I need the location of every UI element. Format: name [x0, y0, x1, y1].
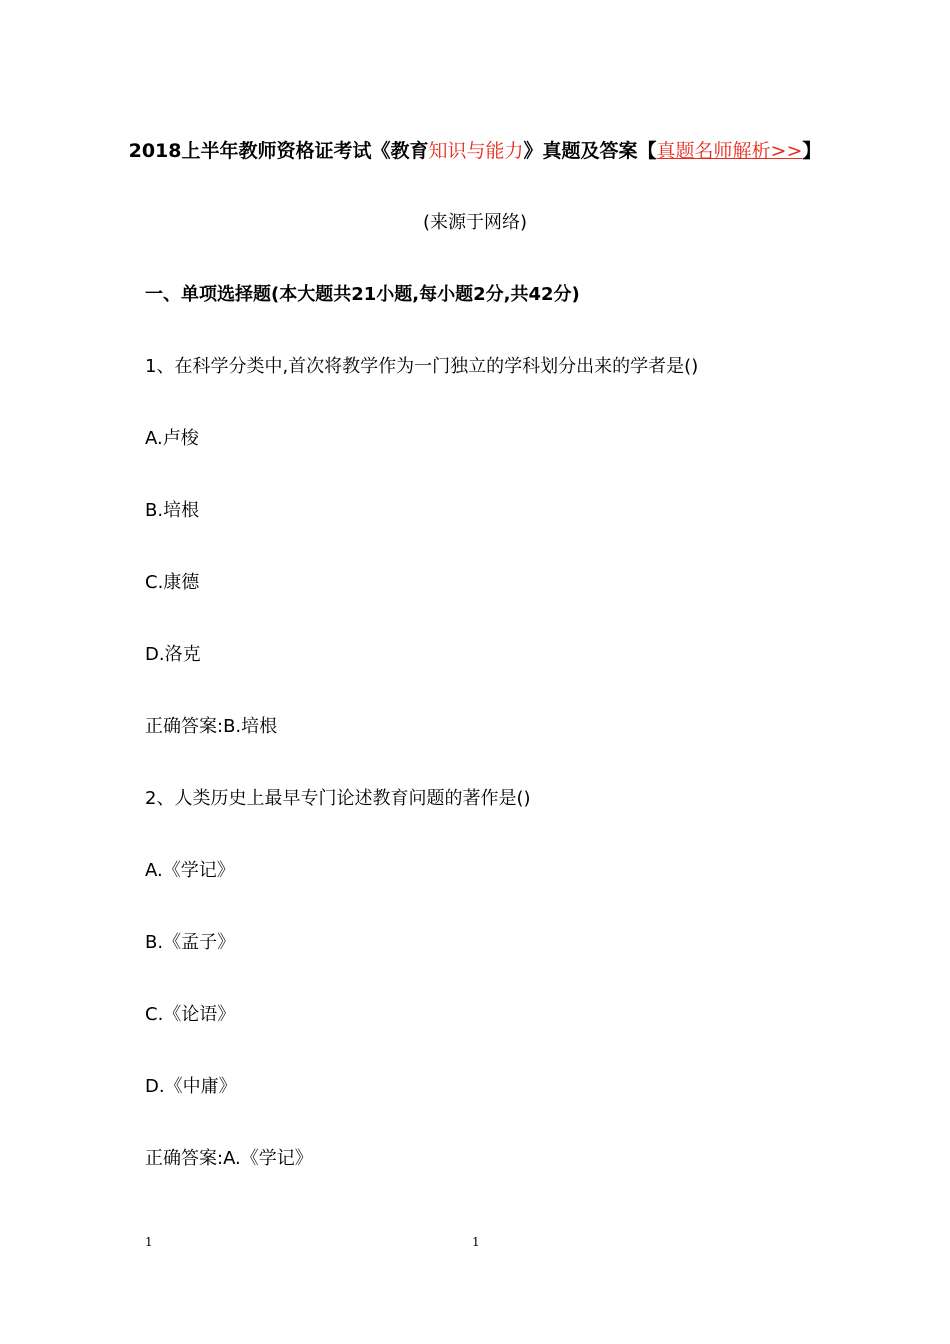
question-2-option-b: B.《孟子》 [145, 932, 236, 953]
question-1-option-a: A.卢梭 [145, 428, 199, 449]
source-note: (来源于网络) [422, 212, 528, 233]
title-part-1: 2018上半年教师资格证考试《教育 [128, 140, 429, 162]
question-1-answer: 正确答案:B.培根 [145, 716, 278, 737]
question-2-stem: 2、人类历史上最早专门论述教育问题的著作是() [145, 788, 531, 809]
document-title [0, 137, 950, 165]
question-1-option-d: D.洛克 [145, 644, 201, 665]
footer-page-number-left: 1 [145, 1235, 153, 1249]
question-2-option-d: D.《中庸》 [145, 1076, 237, 1097]
section-heading: 一、单项选择题(本大题共21小题,每小题2分,共42分) [145, 284, 580, 305]
question-2-option-c: C.《论语》 [145, 1004, 236, 1025]
question-2-option-a: A.《学记》 [145, 860, 235, 881]
question-2-answer: 正确答案:A.《学记》 [145, 1148, 313, 1169]
title-highlight: 知识与能力 [428, 140, 524, 162]
question-1-option-c: C.康德 [145, 572, 200, 593]
footer-page-number-center: 1 [472, 1235, 480, 1249]
question-1-option-b: B.培根 [145, 500, 200, 521]
question-1-stem: 1、在科学分类中,首次将教学作为一门独立的学科划分出来的学者是() [145, 356, 699, 377]
title-part-4: 】 [802, 140, 822, 162]
title-part-3: 》真题及答案【 [523, 140, 657, 162]
analysis-link[interactable]: 真题名师解析>> [656, 140, 803, 162]
